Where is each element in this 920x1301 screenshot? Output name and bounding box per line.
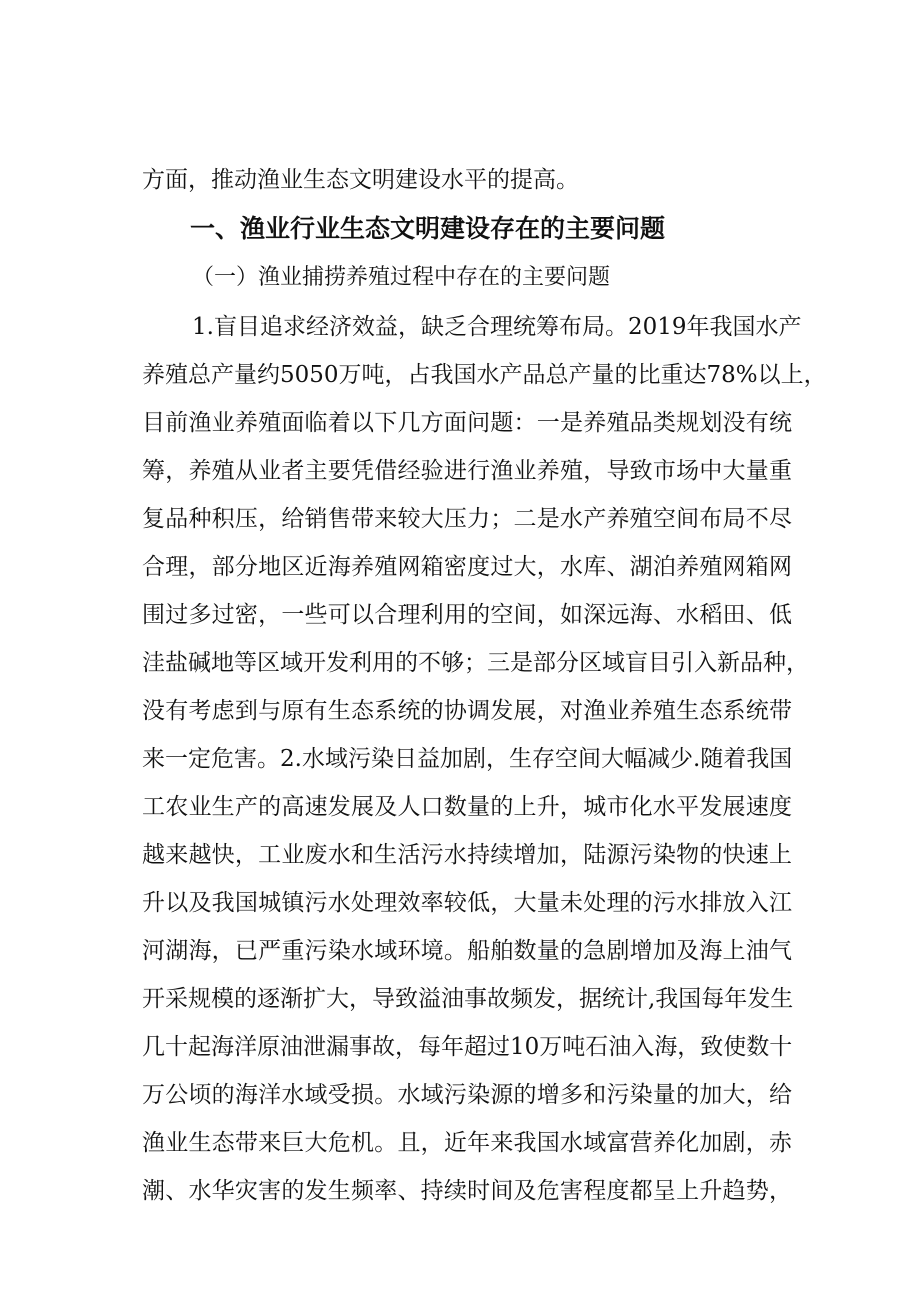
paragraph-line: 来一定危害。2.水域污染日益加剧，生存空间大幅减少.随着我国 <box>142 746 793 772</box>
paragraph-line: 潮、水华灾害的发生频率、持续时间及危害程度都呈上升趋势， <box>142 1178 792 1204</box>
paragraph-line: 养殖总产量约5050万吨，占我国水产品总产量的比重达78%以上， <box>142 362 827 388</box>
paragraph-line: 渔业生态带来巨大危机。且，近年来我国水域富营养化加剧，赤 <box>142 1130 792 1156</box>
paragraph-line: 目前渔业养殖面临着以下几方面问题：一是养殖品类规划没有统 <box>142 410 792 436</box>
paragraph-line: 洼盐碱地等区域开发利用的不够；三是部分区域盲目引入新品种， <box>142 650 809 676</box>
paragraph-line: 升以及我国城镇污水处理效率较低，大量未处理的污水排放入江 <box>142 890 792 916</box>
paragraph-line: 复品种积压，给销售带来较大压力；二是水产养殖空间布局不尽 <box>142 506 792 532</box>
paragraph-line: 没有考虑到与原有生态系统的协调发展，对渔业养殖生态系统带 <box>142 698 792 724</box>
paragraph-line: 筹，养殖从业者主要凭借经验进行渔业养殖，导致市场中大量重 <box>142 458 792 484</box>
subsection-heading: （一）渔业捕捞养殖过程中存在的主要问题 <box>192 265 611 290</box>
paragraph-line: 越来越快，工业废水和生活污水持续增加，陆源污染物的快速上 <box>142 842 792 868</box>
section-heading: 一、渔业行业生态文明建设存在的主要问题 <box>190 214 666 243</box>
paragraph-line: 合理，部分地区近海养殖网箱密度过大，水库、湖泊养殖网箱网 <box>142 554 792 580</box>
paragraph-line: 几十起海洋原油泄漏事故，每年超过10万吨石油入海，致使数十 <box>142 1034 793 1060</box>
continuation-line: 方面，推动渔业生态文明建设水平的提高。 <box>142 167 579 193</box>
paragraph-line: 万公顷的海洋水域受损。水域污染源的增多和污染量的加大，给 <box>142 1082 792 1108</box>
paragraph-line: 围过多过密，一些可以合理利用的空间，如深远海、水稻田、低 <box>142 602 792 628</box>
paragraph-line: 工农业生产的高速发展及人口数量的上升，城市化水平发展速度 <box>142 794 792 820</box>
paragraph-line: 1.盲目追求经济效益，缺乏合理统筹布局。2019年我国水产 <box>192 314 802 340</box>
paragraph-line: 河湖海，已严重污染水域环境。船舶数量的急剧增加及海上油气 <box>142 938 792 964</box>
paragraph-line: 开采规模的逐渐扩大，导致溢油事故频发，据统计,我国每年发生 <box>142 986 794 1012</box>
